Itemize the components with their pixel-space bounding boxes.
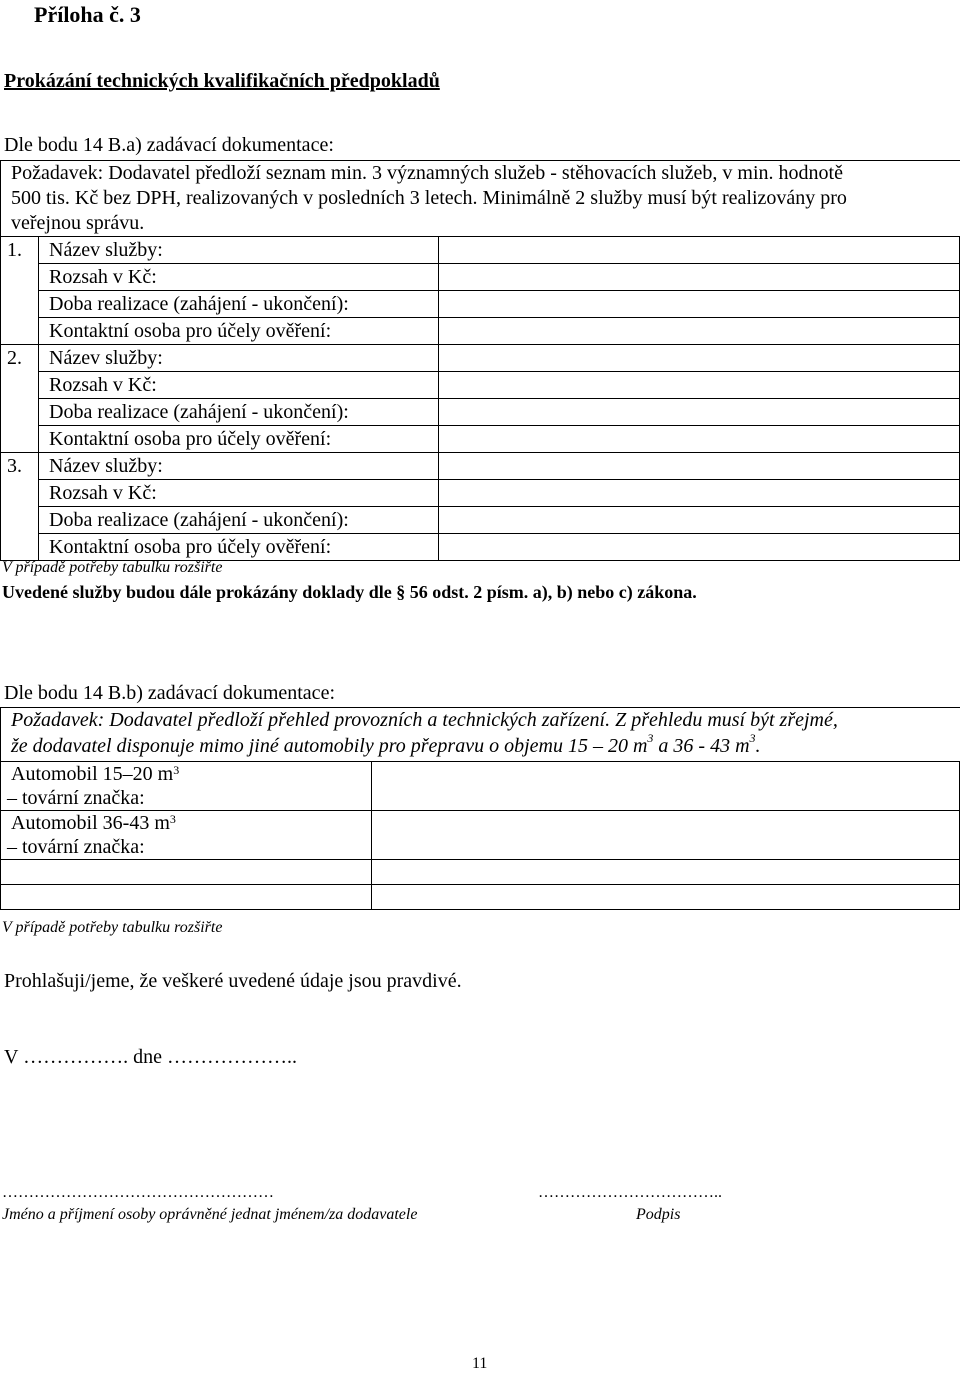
vehicle-brand-label: – tovární značka: <box>7 787 145 809</box>
service-contact-label: Kontaktní osoba pro účely ověření: <box>39 318 439 345</box>
service-scope-label: Rozsah v Kč: <box>39 480 439 507</box>
service-name-value[interactable] <box>439 237 960 264</box>
name-caption: Jméno a příjmení osoby oprávněné jednat jménem/za dodavatele <box>2 1206 418 1223</box>
service-name-value[interactable] <box>439 453 960 480</box>
requirement-box-b <box>0 707 960 762</box>
superscript: 3 <box>173 763 180 777</box>
requirement-box-a <box>0 160 960 237</box>
extend-note-b: V případě potřeby tabulku rozšiřte <box>2 919 223 936</box>
table-row <box>1 318 960 345</box>
service-name-label: Název služby: <box>39 237 439 264</box>
table-row <box>1 345 960 372</box>
service-contact-value[interactable] <box>439 426 960 453</box>
requirement-b-text: že dodavatel disponuje mimo jiné automobily pro přepravu o objemu 15 – 20 m <box>11 735 648 757</box>
part-b-intro: Dle bodu 14 B.b) zadávací dokumentace: <box>4 682 335 704</box>
table-row <box>1 453 960 480</box>
empty-cell[interactable] <box>1 860 372 885</box>
superscript: 3 <box>749 731 756 745</box>
requirement-b-text: a 36 - 43 m <box>653 735 750 757</box>
table-row <box>1 811 960 860</box>
service-contact-label: Kontaktní osoba pro účely ověření: <box>39 534 439 561</box>
part-a-intro: Dle bodu 14 B.a) zadávací dokumentace: <box>4 134 334 156</box>
proof-note: Uvedené služby budou dále prokázány doklady dle § 56 odst. 2 písm. a), b) nebo c) zákona. <box>2 582 697 602</box>
service-scope-label: Rozsah v Kč: <box>39 264 439 291</box>
superscript: 3 <box>169 812 176 826</box>
service-name-label: Název služby: <box>39 453 439 480</box>
service-contact-label: Kontaktní osoba pro účely ověření: <box>39 426 439 453</box>
extend-note-a: V případě potřeby tabulku rozšiřte <box>2 559 223 576</box>
empty-cell[interactable] <box>372 860 960 885</box>
service-period-value[interactable] <box>439 399 960 426</box>
table-row <box>1 291 960 318</box>
table-row <box>1 372 960 399</box>
table-row <box>1 480 960 507</box>
table-row <box>1 885 960 910</box>
service-period-label: Doba realizace (zahájení - ukončení): <box>39 291 439 318</box>
table-row <box>1 534 960 561</box>
table-row <box>1 507 960 534</box>
page-number: 11 <box>472 1355 488 1372</box>
vehicle-label-cell <box>1 762 372 811</box>
signature-line: …………………………….. <box>538 1184 722 1201</box>
service-name-value[interactable] <box>439 345 960 372</box>
table-row <box>1 860 960 885</box>
table-row <box>1 399 960 426</box>
vehicle-label <box>11 762 371 786</box>
vehicle-type: Automobil 36-43 m <box>11 812 170 834</box>
vehicle-value-cell[interactable] <box>372 762 960 811</box>
service-period-value[interactable] <box>439 291 960 318</box>
table-row <box>1 426 960 453</box>
service-scope-value[interactable] <box>439 264 960 291</box>
empty-cell[interactable] <box>1 885 372 910</box>
superscript: 3 <box>647 731 654 745</box>
service-scope-value[interactable] <box>439 480 960 507</box>
service-period-label: Doba realizace (zahájení - ukončení): <box>39 507 439 534</box>
service-contact-value[interactable] <box>439 534 960 561</box>
requirement-a-line1: Požadavek: Dodavatel předloží seznam min. 3 významných služeb - stěhovacích služeb, v min. hodnotě <box>11 162 843 184</box>
requirement-a-line2: 500 tis. Kč bez DPH, realizovaných v posledních 3 letech. Minimálně 2 služby musí být realizovány pro <box>11 187 847 209</box>
service-period-value[interactable] <box>439 507 960 534</box>
vehicle-label <box>11 811 371 835</box>
requirement-a-line3: veřejnou správu. <box>11 212 145 234</box>
services-table <box>0 236 960 561</box>
declaration: Prohlašuji/jeme, že veškeré uvedené údaje jsou pravdivé. <box>4 970 462 992</box>
service-number: 3. <box>1 453 39 561</box>
service-name-label: Název služby: <box>39 345 439 372</box>
service-period-label: Doba realizace (zahájení - ukončení): <box>39 399 439 426</box>
service-scope-value[interactable] <box>439 372 960 399</box>
service-number: 1. <box>1 237 39 345</box>
vehicle-brand-label: – tovární značka: <box>7 836 145 858</box>
empty-cell[interactable] <box>372 885 960 910</box>
service-contact-value[interactable] <box>439 318 960 345</box>
service-scope-label: Rozsah v Kč: <box>39 372 439 399</box>
service-number: 2. <box>1 345 39 453</box>
vehicle-type: Automobil 15–20 m <box>11 763 174 785</box>
signature-name-line: …………………………………………… <box>2 1184 274 1201</box>
table-row <box>1 762 960 811</box>
section-title: Prokázání technických kvalifikačních předpokladů <box>4 70 440 92</box>
table-row <box>1 264 960 291</box>
sign-caption: Podpis <box>636 1206 681 1223</box>
requirement-b-line1: Požadavek: Dodavatel předloží přehled provozních a technických zařízení. Z přehledu musí být zřejmé, <box>11 709 838 731</box>
requirement-b-text: . <box>755 735 761 757</box>
vehicles-table <box>0 761 960 910</box>
page-title: Příloha č. 3 <box>34 2 141 27</box>
vehicle-label-cell <box>1 811 372 860</box>
requirement-b-line2 <box>11 731 761 758</box>
place-date: V ……………. dne ……………….. <box>4 1046 297 1068</box>
table-row <box>1 237 960 264</box>
vehicle-value-cell[interactable] <box>372 811 960 860</box>
